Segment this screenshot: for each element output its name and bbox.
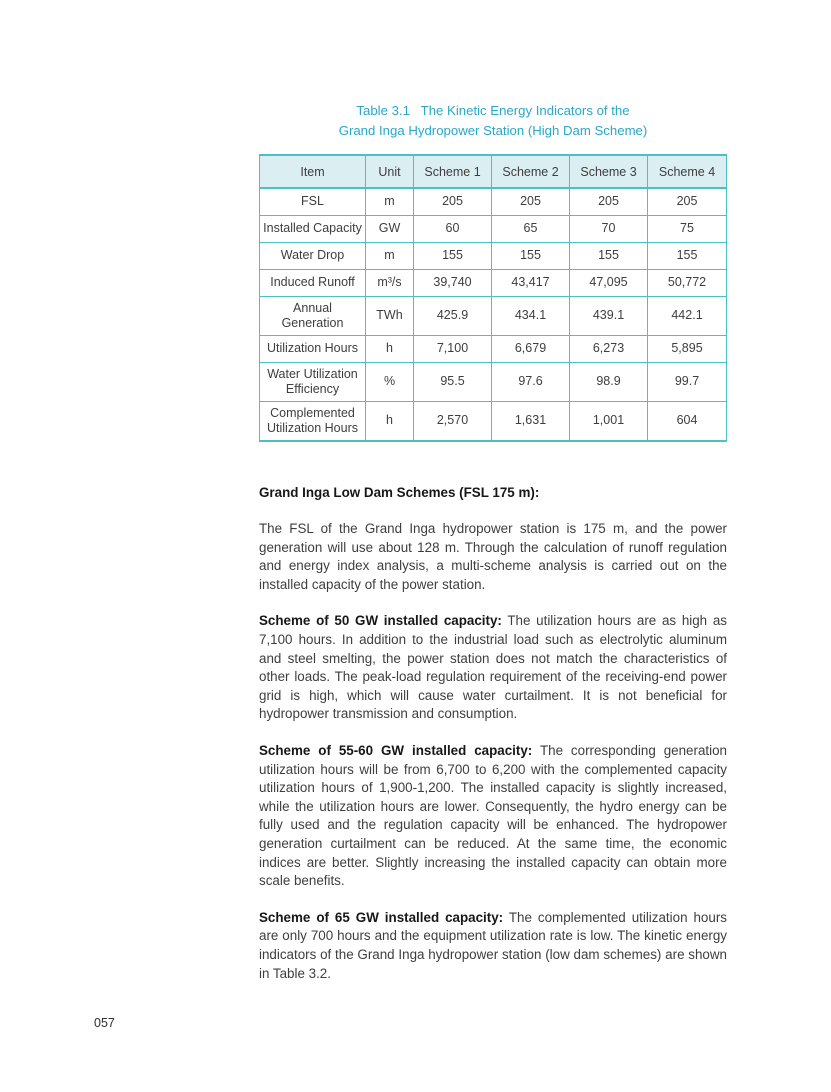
cell-value: 99.7 (648, 362, 727, 401)
cell-item: Induced Runoff (260, 269, 366, 296)
table-caption-line-1: Table 3.1 The Kinetic Energy Indicators of the (356, 103, 630, 118)
body-text (259, 484, 727, 984)
cell-unit: m (366, 188, 414, 215)
table-row (260, 401, 727, 441)
cell-value: 1,631 (492, 401, 570, 441)
cell-unit: GW (366, 215, 414, 242)
cell-value: 65 (492, 215, 570, 242)
cell-value: 6,273 (570, 335, 648, 362)
kinetic-energy-indicators-table (259, 154, 727, 442)
header-cell-scheme-4: Scheme 4 (648, 155, 727, 188)
cell-value: 155 (414, 242, 492, 269)
paragraph-scheme-55-60gw (259, 742, 727, 891)
header-cell-scheme-1: Scheme 1 (414, 155, 492, 188)
cell-value: 205 (492, 188, 570, 215)
cell-unit: m³/s (366, 269, 414, 296)
table-row (260, 362, 727, 401)
cell-value: 442.1 (648, 296, 727, 335)
cell-value: 47,095 (570, 269, 648, 296)
cell-unit: m (366, 242, 414, 269)
cell-unit: h (366, 335, 414, 362)
table-row (260, 215, 727, 242)
cell-item: Water Drop (260, 242, 366, 269)
header-cell-scheme-3: Scheme 3 (570, 155, 648, 188)
cell-item: Installed Capacity (260, 215, 366, 242)
cell-value: 155 (648, 242, 727, 269)
cell-unit: % (366, 362, 414, 401)
cell-value: 205 (414, 188, 492, 215)
cell-value: 39,740 (414, 269, 492, 296)
header-cell-scheme-2: Scheme 2 (492, 155, 570, 188)
table-row (260, 188, 727, 215)
page-number: 057 (94, 1016, 115, 1030)
cell-value: 97.6 (492, 362, 570, 401)
header-cell-item: Item (260, 155, 366, 188)
cell-value: 60 (414, 215, 492, 242)
paragraph-lead-bold: Scheme of 55-60 GW installed capacity: (259, 743, 533, 759)
section-heading-low-dam-schemes: Grand Inga Low Dam Schemes (FSL 175 m): (259, 484, 540, 500)
paragraph-fsl-intro: The FSL of the Grand Inga hydropower station is 175 m, and the power generation will use about 128 m. Through the calculation of runoff regulation and energy index analysis, a multi-scheme analysis is carried out on the installed capacity of the power station. (259, 521, 727, 592)
cell-value: 434.1 (492, 296, 570, 335)
cell-value: 425.9 (414, 296, 492, 335)
cell-value: 1,001 (570, 401, 648, 441)
cell-value: 155 (492, 242, 570, 269)
cell-value: 50,772 (648, 269, 727, 296)
table-row (260, 269, 727, 296)
cell-value: 205 (648, 188, 727, 215)
table-row (260, 335, 727, 362)
cell-unit: h (366, 401, 414, 441)
table-caption (259, 101, 727, 141)
cell-item: Utilization Hours (260, 335, 366, 362)
cell-value: 205 (570, 188, 648, 215)
cell-item: Annual Generation (260, 296, 366, 335)
table-row (260, 296, 727, 335)
cell-value: 95.5 (414, 362, 492, 401)
cell-value: 98.9 (570, 362, 648, 401)
paragraph-scheme-50gw (259, 612, 727, 724)
cell-value: 70 (570, 215, 648, 242)
paragraph-body-text: The utilization hours are as high as 7,100 hours. In addition to the industrial load such as electrolytic aluminum and steel smelting, the power station does not match the characteristics of other loads. The peak-load regulation requirement of the receiving-end power grid is high, which will cause water curtailment. It is not beneficial for hydropower transmission and consumption. (259, 613, 727, 722)
header-cell-unit: Unit (366, 155, 414, 188)
cell-value: 2,570 (414, 401, 492, 441)
paragraph-body-text: The corresponding generation utilization hours will be from 6,700 to 6,200 with the complemented capacity utilization hours of 1,900-1,200. The installed capacity is slightly increased, while the utilization hours are lower. Consequently, the hydro energy can be fully used and the regulation capacity will be enhanced. The hydropower generation curtailment can be reduced. At the same time, the economic indices are better. Slightly increasing the installed capacity can obtain more scale benefits. (259, 743, 727, 889)
paragraph-body-text: The complemented utilization hours are only 700 hours and the equipment utilization rate is low. The kinetic energy indicators of the Grand Inga hydropower station (low dam schemes) are shown in Table 3.2. (259, 909, 727, 981)
paragraph-scheme-65gw (259, 909, 727, 983)
cell-value: 75 (648, 215, 727, 242)
cell-value: 155 (570, 242, 648, 269)
table-row (260, 242, 727, 269)
cell-value: 7,100 (414, 335, 492, 362)
cell-value: 6,679 (492, 335, 570, 362)
paragraph-lead-bold: Scheme of 50 GW installed capacity: (259, 613, 502, 629)
cell-item: FSL (260, 188, 366, 215)
cell-value: 5,895 (648, 335, 727, 362)
table-caption-line-2: Grand Inga Hydropower Station (High Dam Scheme) (338, 123, 648, 138)
cell-item: Complemented Utilization Hours (260, 401, 366, 441)
paragraph-lead-bold: Scheme of 65 GW installed capacity: (259, 909, 504, 925)
table-header-row (260, 155, 727, 188)
content-column (259, 101, 727, 983)
cell-value: 604 (648, 401, 727, 441)
cell-value: 439.1 (570, 296, 648, 335)
cell-value: 43,417 (492, 269, 570, 296)
cell-unit: TWh (366, 296, 414, 335)
cell-item: Water Utilization Efficiency (260, 362, 366, 401)
